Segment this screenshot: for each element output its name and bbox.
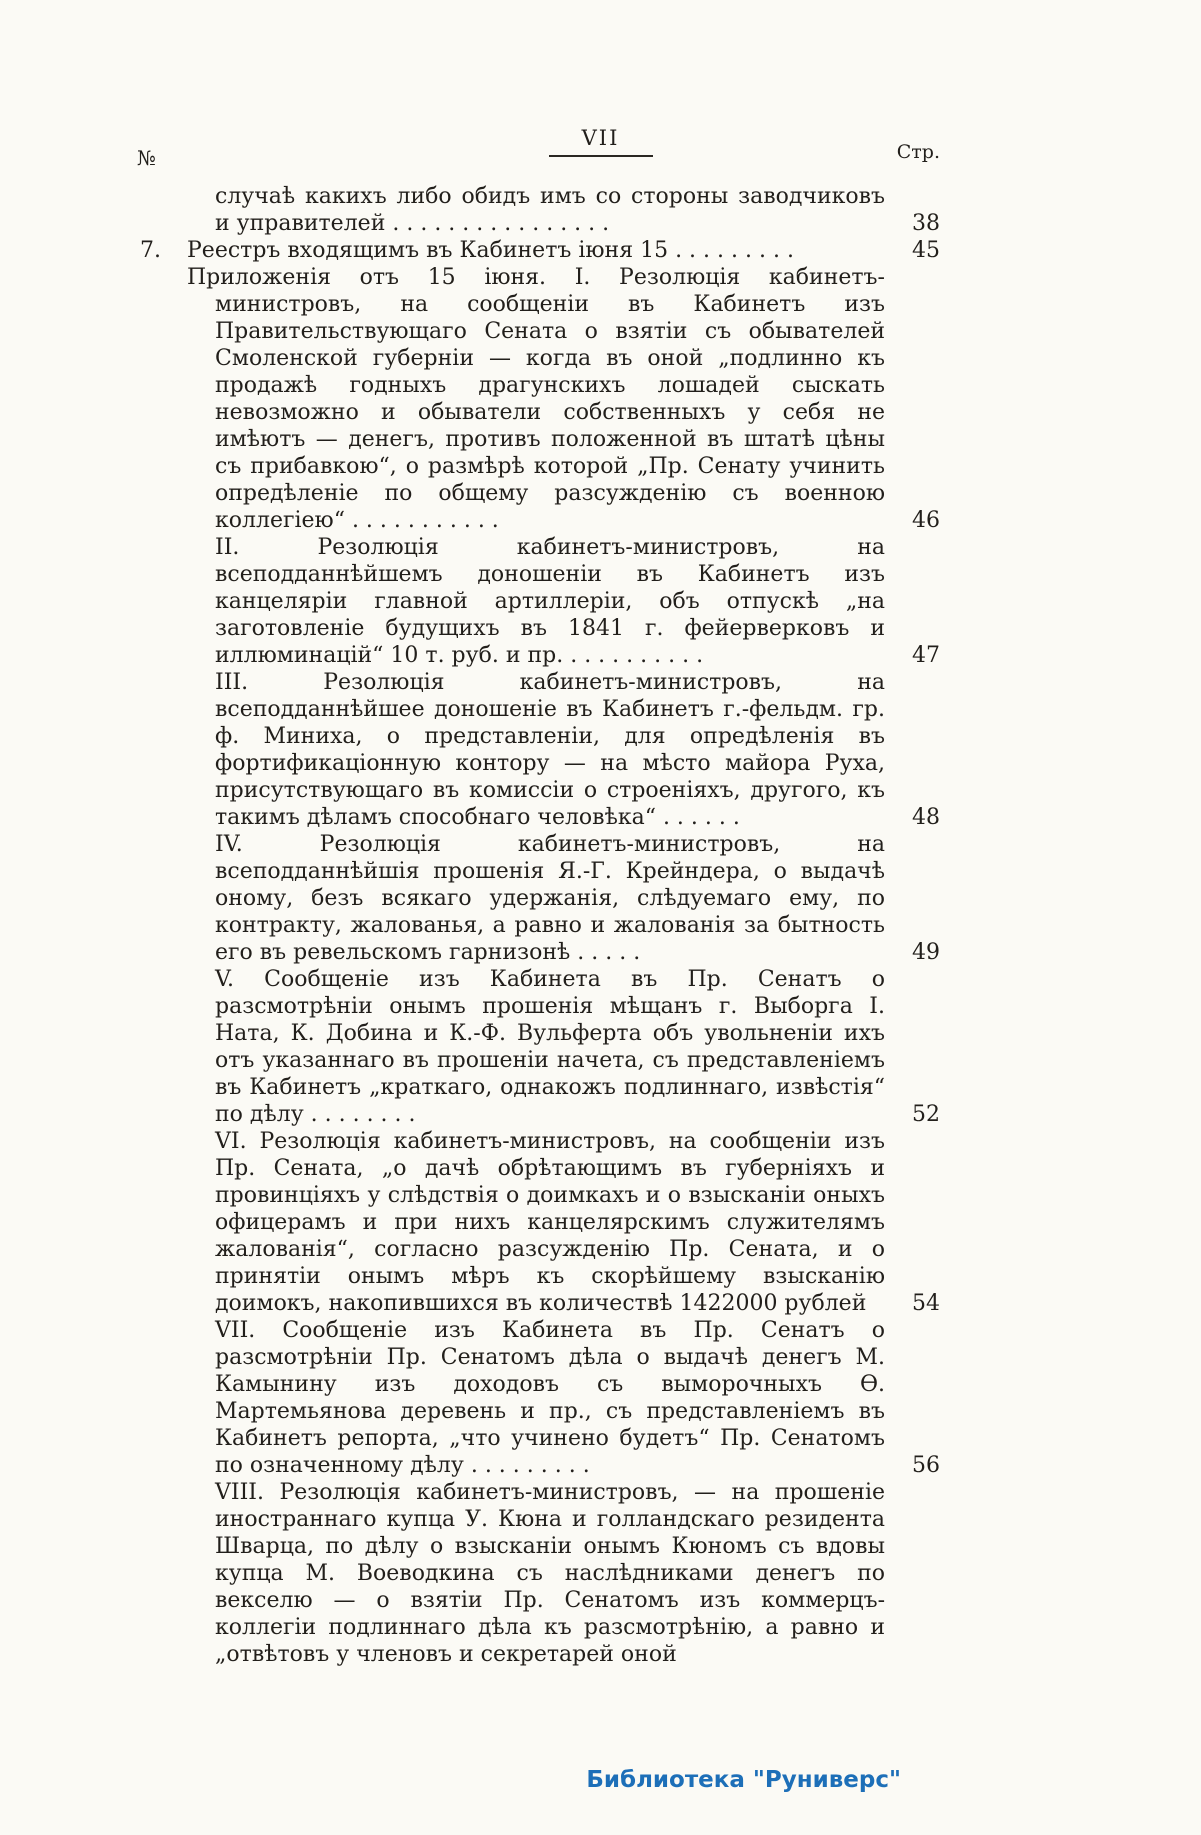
entry-number — [140, 669, 187, 831]
entry-text: IV. Резолюція кабинетъ-министровъ, на всеподданнѣйшія прошенія Я.-Г. Крейндера, о выдачѣ оному, безъ всякаго удержанія, слѣдуемаго ему, по контракту, жалованья, а равно и жалованія за бытность его въ ревельскомъ гарнизонѣ . . . . . — [215, 832, 885, 965]
entry-number — [140, 1479, 187, 1668]
toc-entry — [140, 966, 940, 1128]
toc-entry — [140, 237, 940, 264]
table-of-contents — [140, 183, 940, 1668]
entry-page-number: 52 — [912, 1102, 940, 1127]
entry-page-number: 45 — [912, 238, 940, 263]
entry-text: Приложенія отъ 15 іюня. I. Резолюція кабинетъ-министровъ, на сообщеніи въ Кабинетъ изъ Правительствующаго Сената о взятіи съ обывателей Смоленской губерніи — когда въ оной „подлинно къ продажѣ годныхъ драгунскихъ лошадей сыскать невозможно и обыватели собственныхъ у себя не имѣютъ — денегъ, противъ положенной въ штатѣ цѣны съ прибавкою“, о размѣрѣ которой „Пр. Сенату учинить опредѣленіе по общему разсужденію съ военною коллегіею“ . . . . . . . . . . . — [187, 265, 885, 533]
entry-text: V. Сообщеніе изъ Кабинета въ Пр. Сенатъ о разсмотрѣніи онымъ прошенія мѣщанъ г. Выборга I. Ната, К. Добина и К.-Ф. Вульферта объ увольненіи ихъ отъ указаннаго въ прошеніи начета, съ представленіемъ въ Кабинетъ „краткаго, однакожъ подлиннаго, извѣстія“ по дѣлу . . . . . . . . — [215, 967, 885, 1127]
entry-text: II. Резолюція кабинетъ-министровъ, на всеподданнѣйшемъ доношеніи въ Кабинетъ изъ канцеляріи главной артиллеріи, объ отпускѣ „на заготовленіе будущихъ въ 1841 г. фейерверковъ и иллюминацій“ 10 т. руб. и пр. . . . . . . . . . . — [215, 535, 885, 668]
page-number-header — [0, 126, 1201, 157]
entry-text: случаѣ какихъ либо обидъ имъ со стороны заводчиковъ и управителей . . . . . . . . . . . . . . . . — [215, 184, 885, 236]
entry-number — [140, 1128, 187, 1317]
toc-entry — [140, 831, 940, 966]
number-column-label: № — [137, 146, 156, 170]
entry-number — [140, 966, 187, 1128]
entry-number: 7. — [140, 238, 161, 263]
entry-text: Реестръ входящимъ въ Кабинетъ іюня 15 . . . . . . . . . — [187, 238, 794, 263]
entry-page-number: 49 — [912, 940, 940, 965]
entry-page-number: 38 — [912, 211, 940, 236]
entry-number — [140, 1317, 187, 1479]
toc-entry — [140, 1317, 940, 1479]
entry-text: III. Резолюція кабинетъ-министровъ, на всеподданнѣйшее доношеніе въ Кабинетъ г.-фельдм. гр. ф. Миниха, о представленіи, для опредѣленія въ фортификаціонную контору — на мѣсто майора Руха, присутствующаго въ комиссіи о строеніяхъ, другого, къ такимъ дѣламъ способнаго человѣка“ . . . . . . — [215, 670, 885, 830]
entry-number — [140, 534, 187, 669]
toc-entry — [140, 1479, 940, 1668]
entry-text: VIII. Резолюція кабинетъ-министровъ, — на прошеніе иностраннаго купца У. Кюна и голландскаго резидента Шварца, по дѣлу о взысканіи онымъ Кюномъ съ вдовы купца М. Воеводкина съ наслѣдниками денегъ по векселю — о взятіи Пр. Сенатомъ изъ коммерцъ-коллегіи подлиннаго дѣла къ разсмотрѣнію, а равно и „отвѣтовъ у членовъ и секретарей оной — [215, 1480, 885, 1667]
entry-page-number: 46 — [912, 508, 940, 533]
roman-page-number: VII — [549, 126, 653, 157]
entry-page-number: 47 — [912, 643, 940, 668]
entry-text: VI. Резолюція кабинетъ-министровъ, на сообщеніи изъ Пр. Сената, „о дачѣ обрѣтающимъ въ губерніяхъ и провинціяхъ у слѣдствія о доимкахъ и о взысканіи оныхъ офицерамъ и при нихъ канцелярскимъ служителямъ жалованія“, согласно разсужденію Пр. Сената, и о принятіи онымъ мѣръ къ скорѣйшему взысканію доимокъ, накопившихся въ количествѣ 1422000 рублей — [215, 1129, 885, 1316]
toc-entry — [140, 669, 940, 831]
toc-entry — [140, 183, 940, 237]
entry-page-number: 54 — [912, 1291, 940, 1316]
entry-number — [140, 831, 187, 966]
page-column-label: Стр. — [896, 141, 940, 163]
entry-text: VII. Сообщеніе изъ Кабинета въ Пр. Сенатъ о разсмотрѣніи Пр. Сенатомъ дѣла о выдачѣ денегъ М. Камынину изъ доходовъ съ выморочныхъ Ѳ. Мартемьянова деревень и пр., съ представленіемъ въ Кабинетъ репорта, „что учинено будетъ“ Пр. Сенатомъ по означенному дѣлу . . . . . . . . . — [215, 1318, 885, 1478]
toc-entry — [140, 534, 940, 669]
entry-number — [140, 183, 187, 237]
library-watermark: Библиотека "Руниверс" — [586, 1767, 901, 1793]
entry-number — [140, 264, 187, 534]
toc-entry — [140, 264, 940, 534]
entry-page-number: 56 — [912, 1453, 940, 1478]
entry-page-number: 48 — [912, 805, 940, 830]
toc-entry — [140, 1128, 940, 1317]
